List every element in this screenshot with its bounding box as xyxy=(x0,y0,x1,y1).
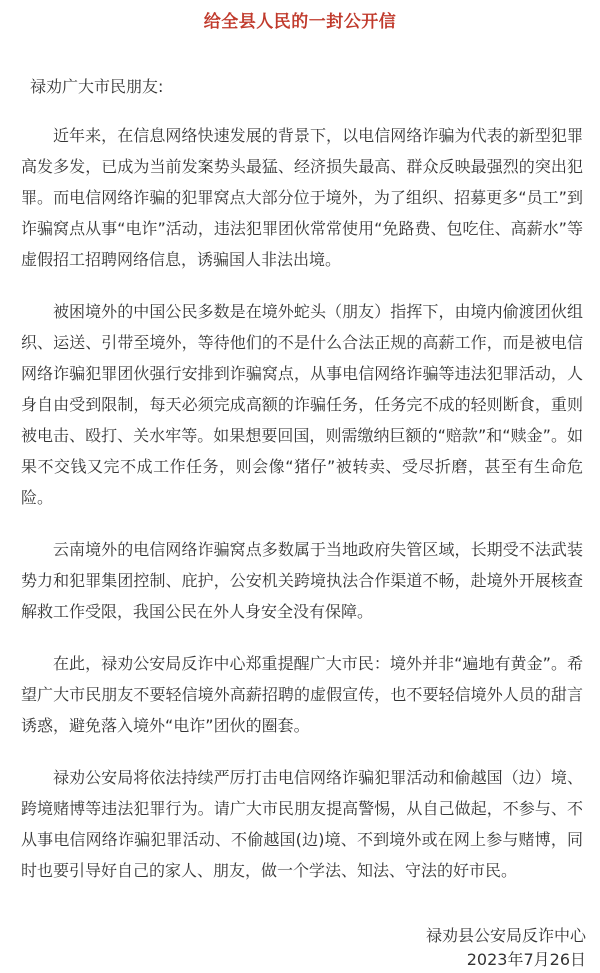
paragraph-4: 在此，禄劝公安局反诈中心郑重提醒广大市民：境外并非“遍地有黄金”。希望广大市民朋友不要轻信境外高薪招聘的虚假宣传，也不要轻信境外人员的甜言诱惑，避免落入境外“电诈”团伙的圈套。 xyxy=(21,654,583,735)
letter-title: 给全县人民的一封公开信 xyxy=(203,12,397,32)
signature-date: 2023年7月26日 xyxy=(466,950,586,969)
signature-organization: 禄劝县公安局反诈中心 xyxy=(425,926,586,945)
paragraph-3: 云南境外的电信网络诈骗窝点多数属于当地政府失管区域，长期受不法武装势力和犯罪集团控制、庇护，公安机关跨境执法合作渠道不畅，赴境外开展核查解救工作受限，我国公民在外人身安全没有保障。 xyxy=(21,540,583,621)
salutation: 禄劝广大市民朋友: xyxy=(30,77,164,96)
paragraph-1: 近年来，在信息网络快速发展的背景下，以电信网络诈骗为代表的新型犯罪高发多发，已成为当前发案势头最猛、经济损失最高、群众反映最强烈的突出犯罪。而电信网络诈骗的犯罪窝点大部分位于境外，为了组织、招募更多“员工”到诈骗窝点从事“电诈”活动，违法犯罪团伙常常使用“免路费、包吃住、高薪水”等虚假招工招聘网络信息，诱骗国人非法出境。 xyxy=(21,126,583,269)
paragraph-2: 被困境外的中国公民多数是在境外蛇头（朋友）指挥下，由境内偷渡团伙组织、运送、引带至境外，等待他们的不是什么合法正规的高薪工作，而是被电信网络诈骗犯罪团伙强行安排到诈骗窝点，从事电信网络诈骗等违法犯罪活动，人身自由受到限制，每天必须完成高额的诈骗任务，任务完不成的轻则断食，重则被电击、殴打、关水牢等。如果想要回国，则需缴纳巨额的“赔款”和“赎金”。如果不交钱又完不成工作任务，则会像“猪仔”被转卖、受尽折磨，甚至有生命危险。 xyxy=(21,302,583,507)
paragraph-5: 禄劝公安局将依法持续严厉打击电信网络诈骗犯罪活动和偷越国（边）境、跨境赌博等违法犯罪行为。请广大市民朋友提高警惕，从自己做起，不参与、不从事电信网络诈骗犯罪活动、不偷越国(边)境、不到境外或在网上参与赌博，同时也要引导好自己的家人、朋友，做一个学法、知法、守法的好市民。 xyxy=(21,768,583,880)
letter-body xyxy=(21,120,583,907)
